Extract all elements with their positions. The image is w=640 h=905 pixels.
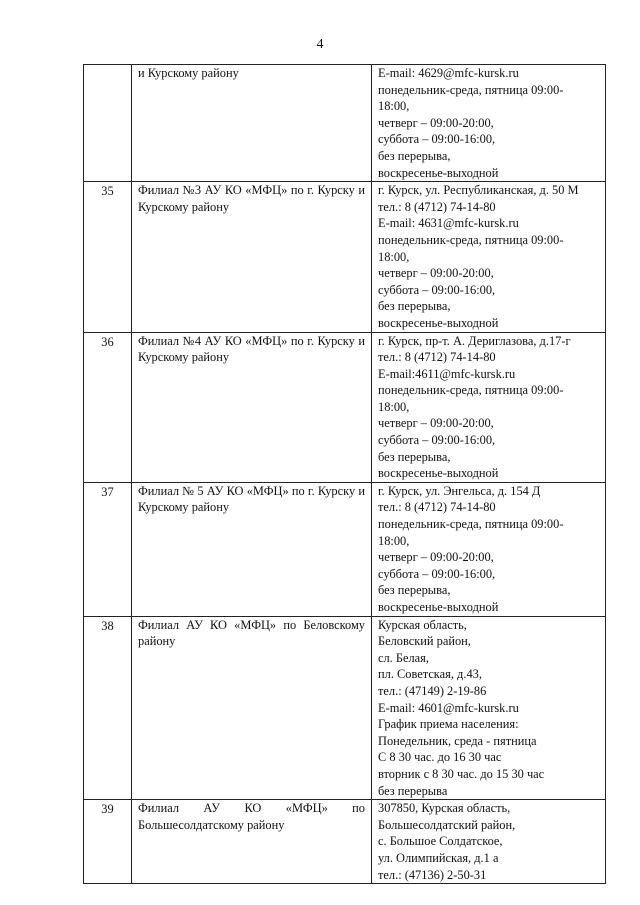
branches-table bbox=[83, 64, 606, 884]
info-line: E-mail: 4631@mfc-kursk.ru bbox=[378, 216, 519, 231]
info-line: E-mail: 4629@mfc-kursk.ru bbox=[378, 66, 519, 80]
info-line: тел.: 8 (4712) 74-14-80 bbox=[378, 350, 496, 365]
branch-name: Филиал № 5 АУ КО «МФЦ» по г. Курску и Курскому району bbox=[132, 482, 372, 616]
info-line: Большесолдатский район, bbox=[378, 817, 516, 832]
info-line: сл. Белая, bbox=[378, 650, 429, 665]
info-line: понедельник-среда, пятница 09:00- bbox=[378, 517, 564, 532]
row-number bbox=[84, 65, 132, 182]
info-line: г. Курск, ул. Республиканская, д. 50 М bbox=[378, 183, 579, 198]
info-line: понедельник-среда, пятница 09:00- bbox=[378, 82, 564, 97]
info-line: вторник с 8 30 час. до 15 30 час bbox=[378, 766, 545, 781]
info-line: 18:00, bbox=[378, 249, 410, 264]
info-line: понедельник-среда, пятница 09:00- bbox=[378, 232, 564, 247]
info-line: с. Большое Солдатское, bbox=[378, 834, 503, 849]
info-line: четверг – 09:00-20:00, bbox=[378, 550, 494, 565]
info-line: четверг – 09:00-20:00, bbox=[378, 115, 494, 130]
branch-name: Филиал №3 АУ КО «МФЦ» по г. Курску и Курскому району bbox=[132, 182, 372, 332]
info-line: Курская область, bbox=[378, 617, 467, 632]
info-line: без перерыва, bbox=[378, 148, 451, 163]
branch-info bbox=[372, 182, 606, 332]
info-line: тел.: 8 (4712) 74-14-80 bbox=[378, 199, 496, 214]
info-line: 18:00, bbox=[378, 399, 410, 414]
info-line: 18:00, bbox=[378, 99, 410, 114]
branch-info bbox=[372, 65, 606, 182]
info-line: четверг – 09:00-20:00, bbox=[378, 266, 494, 281]
info-line: воскресенье-выходной bbox=[378, 600, 499, 614]
info-line: E-mail: 4601@mfc-kursk.ru bbox=[378, 700, 519, 715]
info-line: без перерыва, bbox=[378, 583, 451, 598]
branch-name: Филиал АУ КО «МФЦ» по Большесолдатскому району bbox=[132, 800, 372, 884]
info-line: E-mail:4611@mfc-kursk.ru bbox=[378, 366, 516, 381]
info-line: 18:00, bbox=[378, 533, 410, 548]
row-number: 35 bbox=[84, 182, 132, 332]
info-line: г. Курск, ул. Энгельса, д. 154 Д bbox=[378, 483, 541, 498]
table-row bbox=[84, 616, 606, 800]
info-line: суббота – 09:00-16:00, bbox=[378, 132, 496, 147]
info-line: суббота – 09:00-16:00, bbox=[378, 433, 496, 448]
info-line: 307850, Курская область, bbox=[378, 801, 511, 816]
info-line: суббота – 09:00-16:00, bbox=[378, 566, 496, 581]
branch-info bbox=[372, 332, 606, 482]
info-line: понедельник-среда, пятница 09:00- bbox=[378, 383, 564, 398]
info-line: воскресенье-выходной bbox=[378, 315, 499, 330]
branch-name: и Курскому району bbox=[132, 65, 372, 182]
page-number: 4 bbox=[316, 37, 324, 52]
info-line: С 8 30 час. до 16 30 час bbox=[378, 750, 502, 765]
info-line: воскресенье-выходной bbox=[378, 165, 499, 180]
table-row bbox=[84, 482, 606, 616]
info-line: без перерыва, bbox=[378, 299, 451, 314]
branch-info bbox=[372, 800, 606, 884]
row-number: 37 bbox=[84, 482, 132, 616]
info-line: ул. Олимпийская, д.1 а bbox=[378, 850, 499, 865]
info-line: тел.: (47149) 2-19-86 bbox=[378, 683, 487, 698]
branch-name: Филиал АУ КО «МФЦ» по Беловскому району bbox=[132, 616, 372, 800]
info-line: суббота – 09:00-16:00, bbox=[378, 282, 496, 297]
info-line: пл. Советская, д.43, bbox=[378, 667, 482, 682]
info-line: Понедельник, среда - пятница bbox=[378, 733, 537, 748]
branch-name: Филиал №4 АУ КО «МФЦ» по г. Курску и Курскому району bbox=[132, 332, 372, 482]
info-line: тел.: (47136) 2-50-31 bbox=[378, 867, 487, 882]
info-line: тел.: 8 (4712) 74-14-80 bbox=[378, 500, 496, 515]
row-number: 39 bbox=[84, 800, 132, 884]
info-line: График приема населения: bbox=[378, 717, 519, 732]
table-row bbox=[84, 65, 606, 182]
info-line: четверг – 09:00-20:00, bbox=[378, 416, 494, 431]
info-line: воскресенье-выходной bbox=[378, 466, 499, 481]
row-number: 38 bbox=[84, 616, 132, 800]
info-line: Беловский район, bbox=[378, 634, 471, 649]
row-number: 36 bbox=[84, 332, 132, 482]
info-line: без перерыва, bbox=[378, 449, 451, 464]
info-line: г. Курск, пр-т. А. Дериглазова, д.17-г bbox=[378, 333, 571, 348]
branch-info bbox=[372, 482, 606, 616]
table-row bbox=[84, 332, 606, 482]
info-line: без перерыва bbox=[378, 783, 448, 798]
table-row bbox=[84, 182, 606, 332]
branch-info bbox=[372, 616, 606, 800]
table-row bbox=[84, 800, 606, 884]
